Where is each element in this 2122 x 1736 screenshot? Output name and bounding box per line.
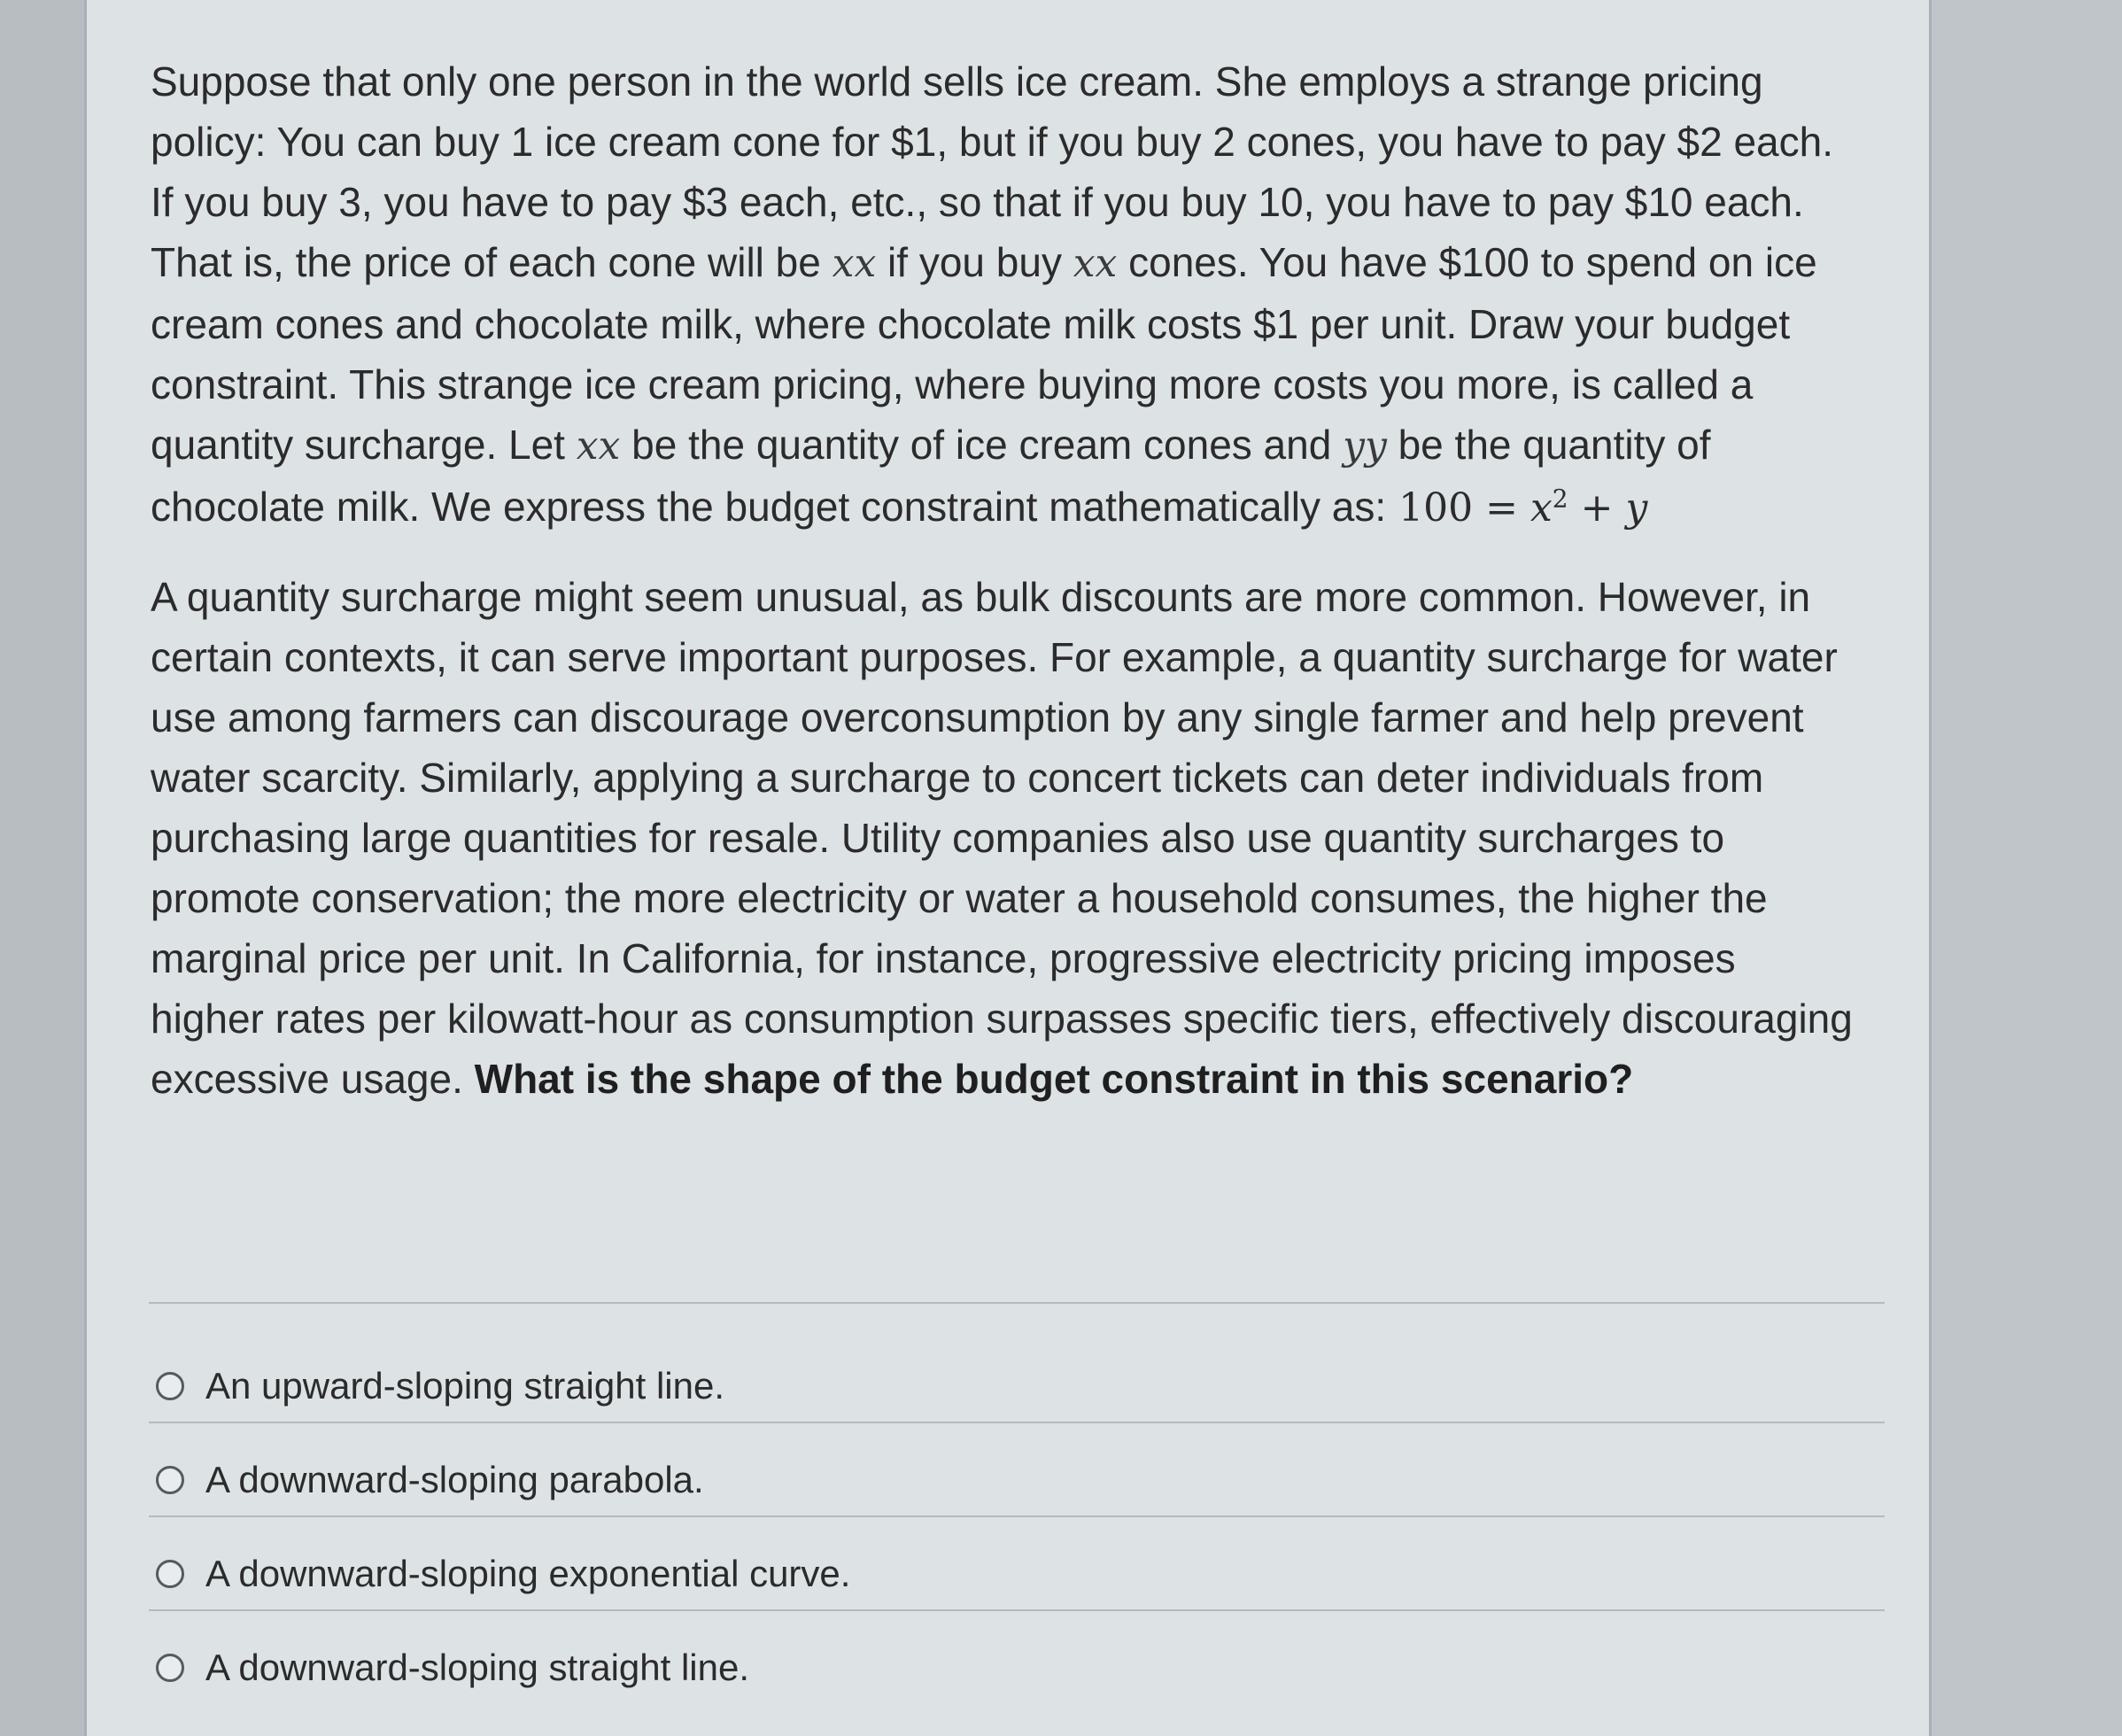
option-label: An upward-sloping straight line. [205,1365,724,1407]
text-segment: be the quantity of chocolate milk. We express the budget constraint mathematically as: [151,422,1711,530]
divider [149,1609,1885,1611]
math-variable-x: 𝑥x [832,241,877,286]
question-paragraph-2 [151,567,1860,1109]
equation-plus: + [1568,485,1626,531]
radio-button[interactable] [156,1560,184,1588]
question-paragraph-1 [151,51,1860,539]
divider [149,1302,1885,1304]
text-segment: cones. You have $100 to spend on ice cream cones and chocolate milk, where chocolate milk costs $1 per unit. Draw your budget constraint. This strange ice cream pricing, where buying more costs you more, is called a quantity surcharge. Let [151,239,1817,468]
equation-y: y [1625,485,1648,531]
question-panel [84,0,1932,1736]
text-segment: A quantity surcharge might seem unusual, as bulk discounts are more common. However, in certain contexts, it can serve important purposes. For example, a quantity surcharge for water use among farmers can discourage overconsumption by any single farmer and help prevent water scarcity. Similarly, applying a surcharge to concert tickets can deter individuals from purchasing large quantities for resale. Utility companies also use quantity surcharges to promote conservation; the more electricity or water a household consumes, the higher the marginal price per unit. In California, for instance, progressive electricity pricing imposes higher rates per kilowatt-hour as consumption surpasses specific tiers, effectively discouraging excessive usage. [151,574,1853,1102]
right-background [1932,0,2122,1736]
answer-option-2[interactable] [156,1449,704,1511]
budget-equation [1398,485,1647,531]
equation-lhs: 100 = [1398,485,1530,531]
math-variable-x: 𝑥x [1073,241,1118,286]
question-text [151,51,1860,1137]
radio-button[interactable] [156,1654,184,1682]
answer-option-4[interactable] [156,1637,749,1699]
divider [149,1515,1885,1517]
answer-option-1[interactable] [156,1355,724,1417]
left-background [0,0,84,1736]
divider [149,1422,1885,1423]
math-variable-x: 𝑥x [576,423,621,469]
equation-exponent: 2 [1552,484,1568,514]
text-segment: if you buy [876,239,1073,285]
text-segment: Suppose that only one person in the world sells ice cream. She employs a strange pricing policy: You can buy 1 ice cream cone for $1, but if you buy 2 cones, you have to pay $2 each. If you buy 3, you have to pay $3 each, etc., so that if you buy 10, you have to pay $10 each. That is, the price of each cone will be [151,58,1833,285]
radio-button[interactable] [156,1466,184,1494]
question-prompt: What is the shape of the budget constraint in this scenario? [474,1056,1634,1102]
answer-option-3[interactable] [156,1543,850,1605]
equation-x: x [1530,485,1553,531]
option-label: A downward-sloping exponential curve. [205,1553,851,1594]
option-label: A downward-sloping parabola. [205,1459,704,1500]
text-segment: be the quantity of ice cream cones and [620,422,1344,468]
option-label: A downward-sloping straight line. [205,1647,750,1688]
radio-button[interactable] [156,1372,184,1400]
math-variable-y: 𝑦y [1343,423,1387,469]
